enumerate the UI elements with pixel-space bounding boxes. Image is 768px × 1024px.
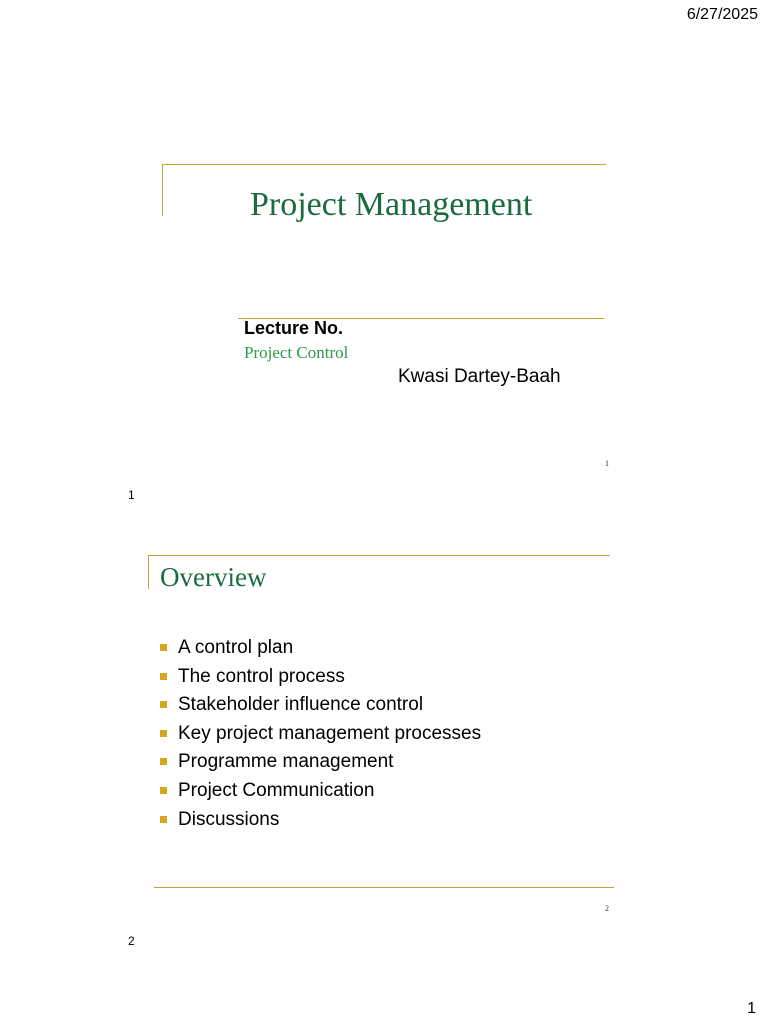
bullet-square-icon [160,730,167,737]
slide-1-title: Project Management [250,186,533,223]
list-item: Project Communication [160,777,481,806]
slide-1-number: 1 [605,459,609,468]
slide-2-top-rule [148,555,610,556]
print-date: 6/27/2025 [686,6,758,23]
list-item: Discussions [160,806,481,835]
slide-2-title: Overview [160,562,267,592]
list-item: Programme management [160,748,481,777]
slide-2-label: 2 [128,934,135,948]
slide-1-top-rule [162,164,606,165]
page-number: 1 [747,1000,756,1017]
slide-2-bottom-rule [154,887,614,888]
lecture-subtitle: Project Control [244,343,349,362]
slide-2-left-rule [148,555,149,589]
slide-2-number: 2 [605,904,609,913]
bullet-square-icon [160,758,167,765]
overview-list [160,634,481,834]
bullet-square-icon [160,816,167,823]
slide-1-left-rule [162,164,163,216]
author-name: Kwasi Dartey-Baah [398,366,561,387]
list-item: The control process [160,663,481,692]
list-item: Stakeholder influence control [160,691,481,720]
list-item: Key project management processes [160,720,481,749]
bullet-square-icon [160,644,167,651]
list-item: A control plan [160,634,481,663]
slide-1-label: 1 [128,488,135,502]
lecture-number: Lecture No. [244,318,344,338]
bullet-square-icon [160,701,167,708]
bullet-square-icon [160,673,167,680]
bullet-square-icon [160,787,167,794]
